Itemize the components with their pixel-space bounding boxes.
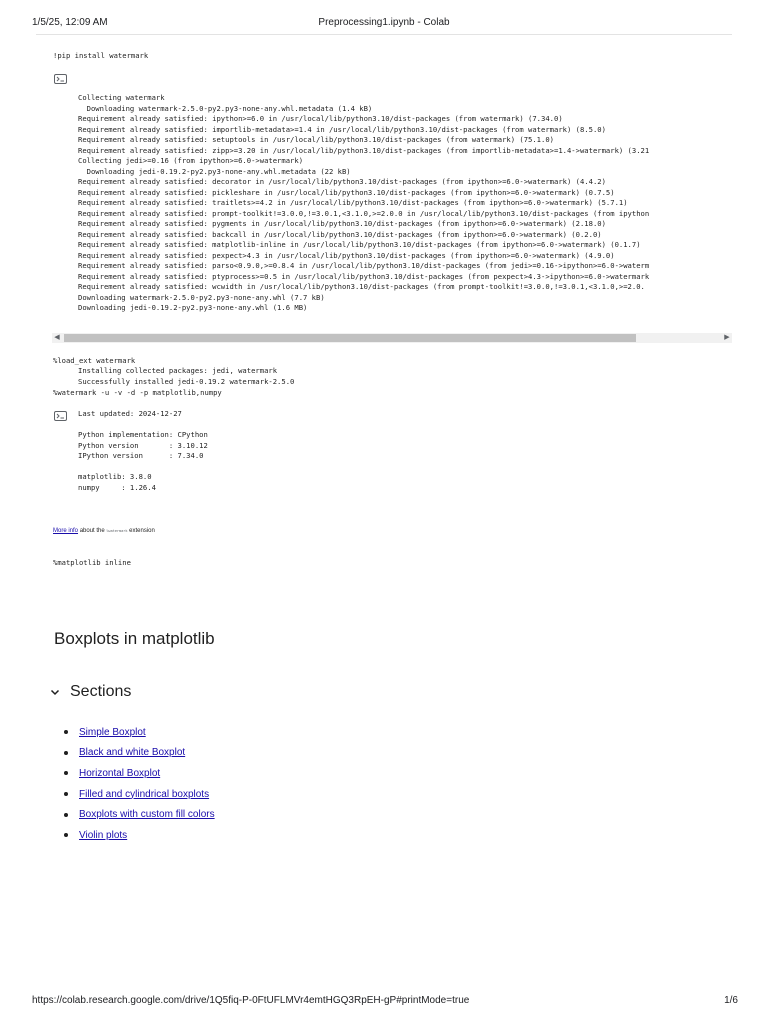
pip-output-lines [78, 93, 730, 314]
toc-item [64, 763, 215, 784]
toc-link[interactable]: Violin plots [79, 829, 128, 841]
bullet-icon [64, 813, 68, 817]
output-line: Downloading watermark-2.5.0-py2.py3-none-any.whl (7.7 kB) [78, 292, 325, 302]
output-line: Python implementation: CPython [78, 430, 208, 439]
output-icon[interactable] [54, 411, 67, 421]
arrow-left-icon[interactable]: ◀ [54, 334, 60, 341]
arrow-right-icon[interactable]: ▶ [724, 334, 730, 341]
sections-heading: Sections [70, 683, 132, 700]
output-line: Requirement already satisfied: backcall in /usr/local/lib/python3.10/dist-packages (from ipython>=6.0->watermark) (0.2.0) [78, 229, 602, 239]
output-line: Python version : 3.10.12 [78, 440, 208, 450]
bullet-icon [64, 730, 68, 734]
output-line [78, 420, 208, 431]
output-line: Downloading jedi-0.19.2-py2.py3-none-any.whl.metadata (22 kB) [78, 166, 351, 176]
output-line [78, 462, 208, 473]
print-title: Preprocessing1.ipynb - Colab [318, 17, 450, 28]
toc-link[interactable]: Simple Boxplot [79, 726, 146, 738]
more-info-ext: %watermark [106, 529, 128, 533]
toc-item [64, 722, 215, 743]
output-line: Last updated: 2024-12-27 [78, 409, 182, 418]
header-divider [36, 34, 732, 35]
output-line: Collecting watermark [78, 93, 165, 102]
output-line: Requirement already satisfied: ptyprocess>=0.5 in /usr/local/lib/python3.10/dist-packages (from pexpect>4.3->ipython>=6.0->watermark [78, 271, 650, 281]
toc-item [64, 804, 215, 825]
print-url: https://colab.research.google.com/drive/1Q5fiq-P-0FtUFLMVr4emtHGQ3RpEH-gP#printMode=true [32, 995, 470, 1006]
output-line: Successfully installed jedi-0.19.2 watermark-2.5.0 [78, 376, 295, 386]
toc-item [64, 743, 215, 764]
output-horizontal-scrollbar[interactable] [52, 333, 732, 343]
bullet-icon [64, 771, 68, 775]
output-line: Requirement already satisfied: pickleshare in /usr/local/lib/python3.10/dist-packages (from ipython>=6.0->watermark) (0.7.5) [78, 187, 615, 197]
output-line: Downloading jedi-0.19.2-py2.py3-none-any.whl (1.6 MB) [78, 303, 308, 312]
toc-link[interactable]: Black and white Boxplot [79, 747, 186, 759]
code-cell-pip[interactable]: !pip install watermark [53, 51, 149, 60]
output-line: Requirement already satisfied: traitlets>=4.2 in /usr/local/lib/python3.10/dist-packages (from ipython>=6.0->watermark) (5.7.1) [78, 198, 628, 207]
more-info-line [53, 528, 155, 534]
output-line: Requirement already satisfied: importlib-metadata>=1.4 in /usr/local/lib/python3.10/dist-packages (from watermark) (8.5.0) [78, 124, 606, 134]
more-info-link[interactable]: More info [53, 528, 79, 534]
section-heading: Boxplots in matplotlib [54, 629, 215, 648]
toc-link[interactable]: Boxplots with custom fill colors [79, 809, 215, 821]
pip-output [78, 72, 730, 398]
output-line: IPython version : 7.34.0 [78, 451, 204, 460]
code-cell-watermark[interactable]: %watermark -u -v -d -p matplotlib,numpy [53, 388, 222, 397]
output-line: Downloading watermark-2.5.0-py2.py3-none-any.whl.metadata (1.4 kB) [78, 103, 373, 113]
watermark-output [78, 409, 208, 493]
code-cell-inline[interactable]: %matplotlib inline [53, 558, 131, 567]
output-line: Requirement already satisfied: prompt-toolkit!=3.0.0,!=3.0.1,<3.1.0,>=2.0.0 in /usr/local/lib/python3.10/dist-packages (from ipython [78, 208, 650, 218]
output-line: Requirement already satisfied: wcwidth in /usr/local/lib/python3.10/dist-packages (from prompt-toolkit!=3.0.0,!=3.0.1,<3.1.0,>=2.0. [78, 282, 645, 291]
output-icon[interactable] [54, 74, 67, 84]
print-datetime: 1/5/25, 12:09 AM [32, 17, 108, 28]
output-line: Requirement already satisfied: setuptools in /usr/local/lib/python3.10/dist-packages (from watermark) (75.1.0) [78, 135, 554, 144]
output-line: Requirement already satisfied: ipython>=6.0 in /usr/local/lib/python3.10/dist-packages (from watermark) (7.34.0) [78, 114, 563, 123]
toc-link[interactable]: Horizontal Boxplot [79, 767, 161, 779]
bullet-icon [64, 751, 68, 755]
sections-toggle[interactable] [48, 681, 131, 703]
output-line: Requirement already satisfied: zipp>=3.20 in /usr/local/lib/python3.10/dist-packages (from importlib-metadata>=1.4->watermark) (3.21 [78, 145, 650, 155]
output-line: Requirement already satisfied: decorator in /usr/local/lib/python3.10/dist-packages (from ipython>=6.0->watermark) (4.4.2) [78, 177, 606, 186]
scrollbar-thumb[interactable] [64, 334, 636, 342]
toc-item [64, 784, 215, 805]
bullet-icon [64, 792, 68, 796]
output-line: Requirement already satisfied: pygments in /usr/local/lib/python3.10/dist-packages (from ipython>=6.0->watermark) (2.18.0) [78, 219, 606, 228]
pip-output-tail [78, 366, 730, 387]
more-info-text: about the [79, 528, 105, 534]
output-line: Requirement already satisfied: pexpect>4.3 in /usr/local/lib/python3.10/dist-packages (from ipython>=6.0->watermark) (4.9.0) [78, 250, 615, 260]
output-line: numpy : 1.26.4 [78, 482, 156, 492]
output-line: Installing collected packages: jedi, watermark [78, 366, 278, 375]
page-number: 1/6 [724, 995, 738, 1006]
output-line: Collecting jedi>=0.16 (from ipython>=6.0->watermark) [78, 156, 304, 165]
code-cell-load-ext[interactable]: %load_ext watermark [53, 356, 136, 365]
chevron-down-icon[interactable] [48, 685, 62, 699]
output-line: Requirement already satisfied: matplotlib-inline in /usr/local/lib/python3.10/dist-packages (from ipython>=6.0->watermark) (0.1.7) [78, 240, 641, 249]
bullet-icon [64, 833, 68, 837]
toc-item [64, 825, 215, 846]
output-line: Requirement already satisfied: parso<0.9.0,>=0.8.4 in /usr/local/lib/python3.10/dist-packages (from jedi>=0.16->ipython>=6.0->waterm [78, 261, 650, 270]
sections-list [64, 722, 215, 846]
toc-link[interactable]: Filled and cylindrical boxplots [79, 788, 210, 800]
output-line: matplotlib: 3.8.0 [78, 472, 152, 481]
more-info-suffix: extension [129, 528, 155, 534]
